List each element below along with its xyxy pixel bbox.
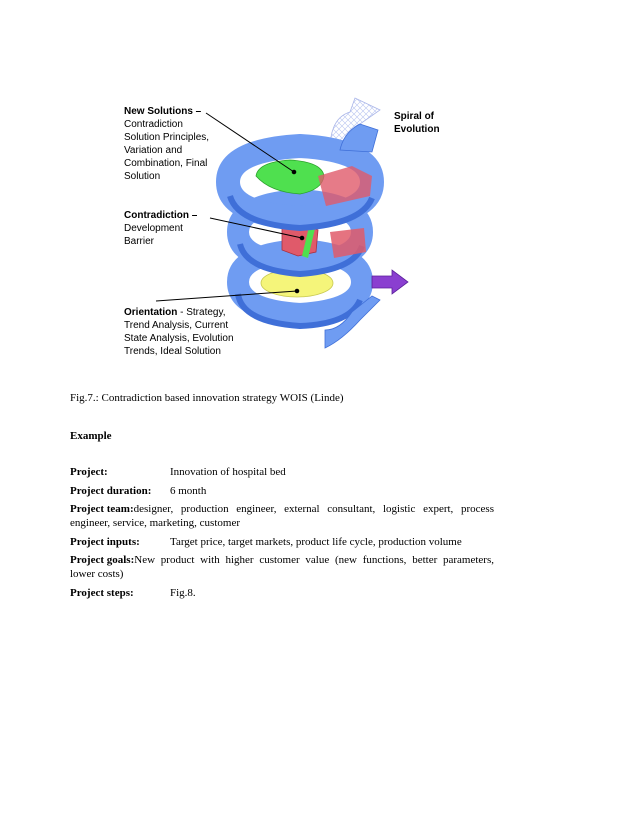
team-label: Project team: bbox=[70, 503, 134, 515]
team-row bbox=[70, 502, 494, 530]
label-new-solutions-line: Contradiction bbox=[124, 119, 183, 130]
inputs-row bbox=[70, 535, 462, 549]
label-spiral-of-evolution bbox=[394, 110, 440, 136]
label-contradiction-line: Development bbox=[124, 223, 183, 234]
label-spiral-line2: Evolution bbox=[394, 124, 440, 135]
label-orientation-line: Trends, Ideal Solution bbox=[124, 346, 221, 357]
project-row bbox=[70, 465, 286, 479]
spiral-tier-top bbox=[228, 124, 378, 228]
example-heading: Example bbox=[70, 430, 112, 442]
purple-arrow bbox=[372, 270, 408, 294]
label-contradiction bbox=[124, 209, 197, 248]
steps-value: Fig.8. bbox=[170, 587, 196, 599]
label-new-solutions-title: New Solutions – bbox=[124, 106, 202, 117]
wois-spiral-figure bbox=[0, 0, 638, 380]
goals-label: Project goals: bbox=[70, 554, 135, 566]
label-new-solutions-line: Combination, Final bbox=[124, 158, 208, 169]
green-solution-disc bbox=[256, 160, 324, 194]
duration-label: Project duration: bbox=[70, 485, 152, 497]
label-new-solutions bbox=[124, 105, 209, 183]
label-orientation-rest: - Strategy, bbox=[177, 307, 226, 318]
inputs-value: Target price, target markets, product life cycle, production volume bbox=[170, 536, 462, 548]
goals-row bbox=[70, 553, 494, 581]
label-orientation-line: Trend Analysis, Current bbox=[124, 320, 229, 331]
steps-label: Project steps: bbox=[70, 587, 134, 599]
duration-value: 6 month bbox=[170, 485, 207, 497]
figure-caption: Fig.7.: Contradiction based innovation strategy WOIS (Linde) bbox=[70, 392, 344, 404]
steps-row bbox=[70, 586, 196, 600]
project-label: Project: bbox=[70, 466, 108, 478]
label-orientation-title: Orientation bbox=[124, 307, 178, 318]
label-new-solutions-line: Solution bbox=[124, 171, 161, 182]
duration-row bbox=[70, 484, 206, 498]
label-new-solutions-line: Solution Principles, bbox=[124, 132, 210, 143]
label-orientation-line: State Analysis, Evolution bbox=[124, 333, 234, 344]
inputs-label: Project inputs: bbox=[70, 536, 140, 548]
label-orientation bbox=[124, 306, 234, 358]
project-value: Innovation of hospital bed bbox=[170, 466, 286, 478]
team-value: designer, production engineer, external consultant, logistic expert, process engineer, service, marketing, customer bbox=[70, 503, 494, 529]
label-spiral-line1: Spiral of bbox=[394, 111, 435, 122]
label-contradiction-title: Contradiction – bbox=[124, 210, 198, 221]
label-new-solutions-line: Variation and bbox=[124, 145, 183, 156]
goals-value: New product with higher customer value (new functions, better parameters, lower costs) bbox=[70, 554, 494, 580]
label-contradiction-line: Barrier bbox=[124, 236, 155, 247]
